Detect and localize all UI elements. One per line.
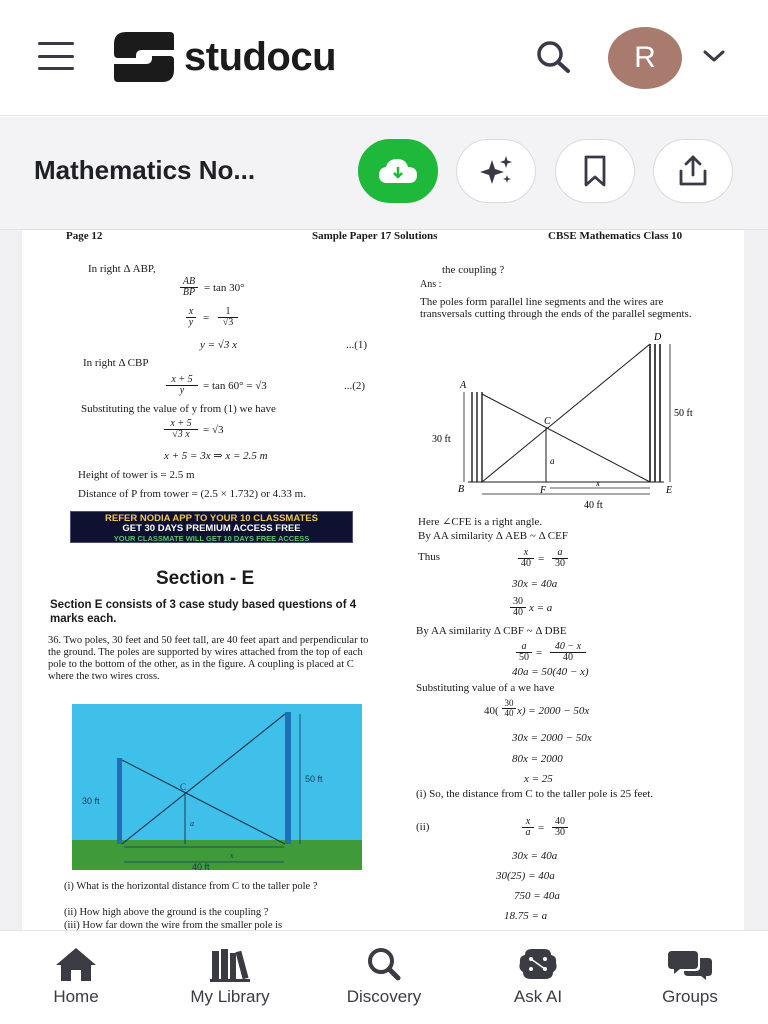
studocu-logo[interactable] (112, 30, 336, 84)
nav-item-groups[interactable] (630, 945, 750, 1007)
nav-label-groups: Groups (662, 987, 718, 1006)
download-button[interactable] (358, 139, 438, 203)
document-page (22, 230, 744, 930)
diagram-label-e: E (666, 485, 673, 496)
fraction-den: √3 x (172, 429, 190, 440)
diagram-label-f: F (540, 485, 547, 496)
text-line: Substituting the value of y from (1) we have (81, 403, 276, 415)
text-line: 40( (484, 705, 499, 717)
ask-ai-brain-icon (514, 945, 562, 983)
document-viewer[interactable] (0, 230, 768, 930)
share-button[interactable] (653, 139, 733, 203)
diagram-label-30ft: 30 ft (432, 434, 451, 445)
text-line: By AA similarity Δ CBF ~ Δ DBE (416, 625, 567, 637)
promo-banner[interactable] (70, 511, 353, 543)
home-icon (52, 945, 100, 983)
text-line: Height of tower is = 2.5 m (78, 469, 195, 481)
text-line: = √3 (203, 424, 224, 436)
text-line: 30x = 2000 − 50x (512, 732, 592, 744)
text-line: = tan 60° = √3 (203, 380, 267, 392)
fraction-den: 40 (521, 558, 531, 569)
fraction-num: 30 (502, 699, 516, 709)
fraction-num: 40 − x (550, 642, 586, 653)
equals-sign: = (538, 553, 545, 565)
nav-label-library: My Library (190, 987, 270, 1006)
nav-item-discovery[interactable] (324, 945, 444, 1007)
avatar[interactable] (608, 27, 682, 89)
library-icon (206, 945, 254, 983)
fraction-den: y (188, 317, 194, 328)
discovery-search-icon (360, 945, 408, 983)
poles-line-diagram (428, 330, 708, 516)
groups-chat-icon (666, 945, 714, 983)
page-header-right: CBSE Mathematics Class 10 (548, 230, 683, 242)
photo-label-40: 40 ft (192, 862, 210, 870)
photo-label-30: 30 ft (82, 796, 100, 806)
equals-sign: = (538, 822, 545, 834)
text-line: 750 = 40a (514, 890, 560, 902)
page-header-center: Sample Paper 17 Solutions (312, 230, 438, 242)
diagram-label-a: A (460, 380, 467, 391)
diagram-label-b: B (458, 484, 465, 495)
fraction-den: 50 (519, 652, 529, 663)
page-number: Page 12 (66, 230, 103, 242)
fraction-num: x (518, 548, 534, 559)
text-line: 80x = 2000 (512, 753, 563, 765)
text-line: In right Δ ABP, (88, 263, 156, 275)
text-line: 18.75 = a (504, 910, 548, 922)
fraction-num: a (516, 642, 532, 653)
chevron-down-icon[interactable] (700, 44, 728, 68)
sparkles-icon (476, 153, 516, 189)
fraction-den: 40 (563, 652, 573, 663)
photo-label-x: x (230, 851, 234, 860)
promo-line-3: YOUR CLASSMATE WILL GET 10 DAYS FREE ACCESS (113, 534, 310, 543)
photo-label-a: a (190, 819, 194, 828)
text-line: x = a (529, 602, 553, 614)
text-line: By AA similarity Δ AEB ~ Δ CEF (418, 530, 568, 542)
question-36-part-i: (i) What is the horizontal distance from C to the taller pole ? (64, 881, 318, 892)
text-line: y = √3 x (200, 339, 237, 351)
fraction-den: 30 (555, 827, 565, 838)
equation-ref: ...(2) (344, 380, 366, 392)
fraction-num: x (522, 817, 534, 828)
menu-icon[interactable] (38, 42, 74, 70)
section-description: Section E consists of 3 case study based questions of 4 marks each. (50, 599, 357, 625)
fraction-num: 30 (510, 597, 526, 608)
nav-item-ask-ai[interactable] (478, 945, 598, 1007)
text-line: = (203, 312, 210, 324)
share-icon (676, 153, 710, 189)
answer-intro: The poles form parallel line segments and the wires are transversals cutting through the ends of the parallel segments. (420, 296, 692, 320)
fraction-den: √3 (222, 317, 234, 328)
fraction-den: a (525, 827, 531, 838)
diagram-label-40ft: 40 ft (584, 500, 603, 511)
fraction-num: x (186, 307, 196, 318)
text-line: 30x = 40a (512, 850, 558, 862)
fraction-den: y (179, 385, 185, 396)
fraction-den: BP (182, 287, 196, 298)
promo-line-2: GET 30 DAYS PREMIUM ACCESS FREE (122, 523, 301, 534)
fraction-den: 40 (504, 708, 514, 718)
studocu-logo-icon (112, 30, 176, 84)
bookmark-button[interactable] (555, 139, 635, 203)
document-toolbar (0, 117, 768, 230)
diagram-label-c: C (544, 416, 551, 427)
document-title: Mathematics No... (34, 155, 256, 185)
nav-label-home: Home (53, 987, 99, 1006)
text-line: In right Δ CBP (83, 357, 149, 369)
fraction-num: 1 (218, 307, 238, 318)
ai-button[interactable] (456, 139, 536, 203)
top-bar (0, 0, 768, 116)
section-title: Section - E (156, 568, 255, 589)
diagram-label-a-height: a (550, 456, 555, 466)
diagram-label-x: x (596, 478, 600, 488)
text-line: x) = 2000 − 50x (517, 705, 590, 717)
fraction-num: x + 5 (164, 419, 198, 430)
question-36-part-ii: (ii) How high above the ground is the coupling ? (64, 907, 269, 918)
text-line: Distance of P from tower = (2.5 × 1.732) or 4.33 m. (78, 488, 306, 500)
avatar-initial: R (634, 41, 656, 74)
equation-ref: ...(1) (346, 339, 368, 351)
nav-label-ask-ai: Ask AI (513, 987, 563, 1006)
bottom-navigation (0, 930, 768, 1024)
download-cloud-icon (376, 155, 420, 187)
answer-part-ii-label: (ii) (416, 821, 430, 833)
nav-label-discovery: Discovery (346, 987, 422, 1006)
question-36: 36. Two poles, 30 feet and 50 feet tall, are 40 feet apart and perpendicular to the ground. The poles are supported by wires attached from the top of each pole to the bottom of the other, as in the figure. A coupling is placed at C where the two wires cross. (48, 635, 369, 682)
fraction-num: x + 5 (166, 375, 198, 386)
text-line: Thus (418, 551, 440, 563)
text-line: the coupling ? (442, 264, 505, 276)
question-36-part-iii: (iii) How far down the wire from the smaller pole is (64, 920, 283, 930)
nav-item-home[interactable] (16, 945, 136, 1007)
photo-label-c: C (180, 782, 187, 792)
fraction-den: 30 (555, 558, 565, 569)
diagram-label-d: D (654, 332, 662, 343)
fraction-num: AB (180, 277, 198, 288)
equals-sign: = (536, 647, 543, 659)
diagram-label-50ft: 50 ft (674, 408, 693, 419)
text-line: Substituting value of a we have (416, 682, 555, 694)
text-line: 30(25) = 40a (496, 870, 555, 882)
answer-label: Ans : (420, 279, 442, 290)
answer-part-i: (i) So, the distance from C to the taller pole is 25 feet. (416, 788, 654, 800)
nav-item-library[interactable] (170, 945, 290, 1007)
text-line: x = 25 (524, 773, 553, 785)
text-line: x + 5 = 3x ⇒ x = 2.5 m (164, 450, 268, 462)
text-line: 40a = 50(40 − x) (512, 666, 589, 678)
promo-line-1: REFER NODIA APP TO YOUR 10 CLASSMATES (105, 513, 318, 524)
bookmark-icon (580, 154, 610, 188)
search-icon[interactable] (530, 36, 578, 78)
fraction-num: 40 (552, 817, 568, 828)
text-line: Here ∠CFE is a right angle. (418, 516, 543, 528)
poles-photo-figure (72, 704, 362, 870)
fraction-den: 40 (513, 607, 523, 618)
fraction-num: a (552, 548, 568, 559)
logo-text: studocu (184, 34, 337, 79)
text-line: 30x = 40a (512, 578, 558, 590)
photo-label-50: 50 ft (305, 774, 323, 784)
text-line: = tan 30° (204, 282, 245, 294)
